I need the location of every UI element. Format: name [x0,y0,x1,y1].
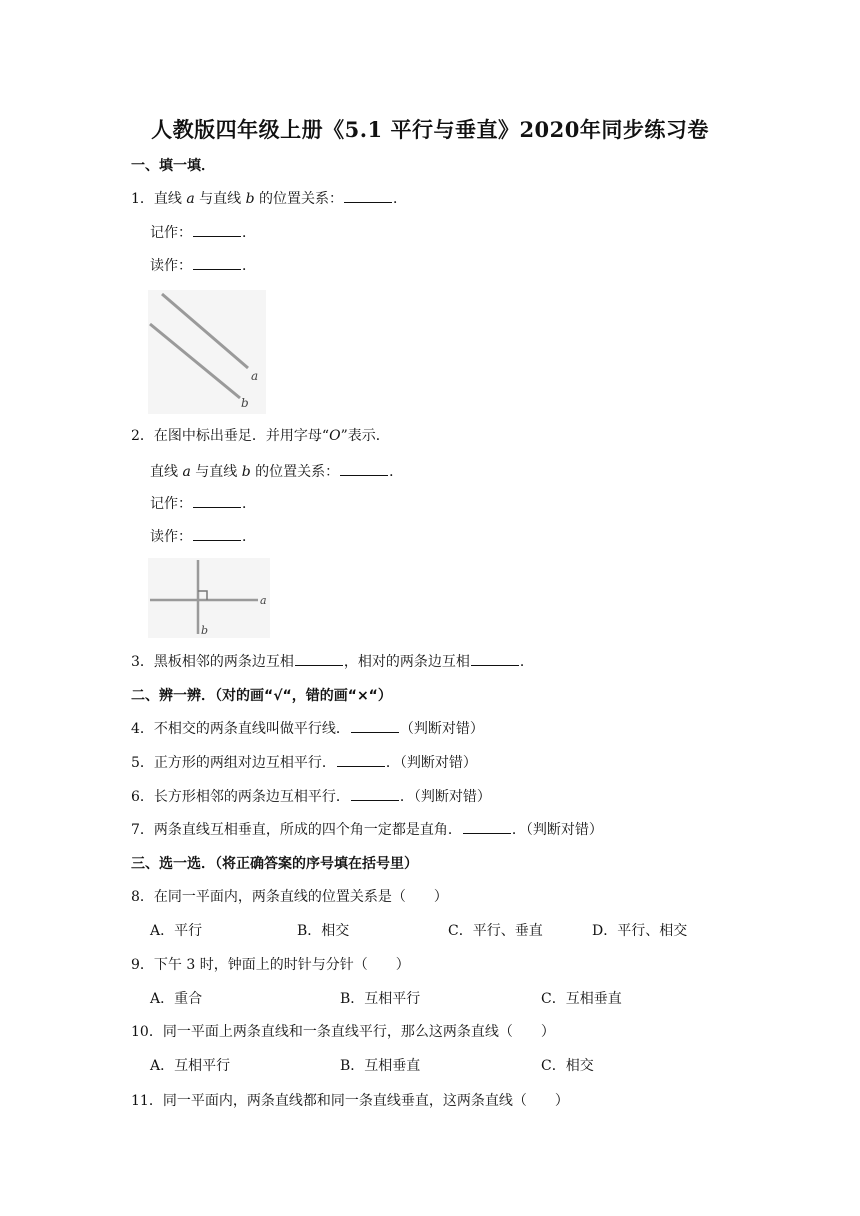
q1-text: 1．直线 [131,191,187,207]
q5-text: ．（判断对错） [385,755,477,771]
answer-blank[interactable] [471,652,519,666]
var-o: O [329,428,341,444]
question-11: 11．同一平面内，两条直线都和同一条直线垂直，这两条直线（ ） [131,1093,569,1109]
period: ． [242,529,256,545]
var-b: b [241,464,251,480]
section-heading-judge: 二、辨一辨．（对的画“√“，错的画“×“） [131,688,392,704]
q9-option-a[interactable]: A．重合 [150,991,203,1007]
answer-blank[interactable] [193,527,241,541]
answer-blank[interactable] [193,223,241,237]
period: ． [389,464,404,480]
question-10: 10．同一平面上两条直线和一条直线平行，那么这两条直线（ ） [131,1024,555,1040]
var-a: a [186,191,195,207]
q10-option-c[interactable]: C．相交 [541,1058,594,1074]
q8-option-a[interactable]: A．平行 [150,923,203,939]
q2-text: 2．在图中标出垂足．并用字母“ [131,428,330,444]
label-a: a [260,594,267,607]
q7-text: 7．两条直线互相垂直，所成的四个角一定都是直角． [131,822,462,838]
page-title: 人教版四年级上册《5.1 平行与垂直》2020年同步练习卷 [151,117,709,142]
question-4 [131,719,484,739]
q6-text: 6．长方形相邻的两条边互相平行． [131,789,350,805]
answer-blank[interactable] [351,719,399,733]
reading-label: 读作： [150,258,192,274]
answer-blank[interactable] [193,256,241,270]
figure-background [148,558,270,638]
answer-blank[interactable] [344,189,392,203]
answer-blank[interactable] [463,820,511,834]
q3-text: 3．黑板相邻的两条边互相 [131,654,294,670]
section-heading-choose: 三、选一选．（将正确答案的序号填在括号里） [131,856,418,872]
period: ． [242,496,256,512]
q9-option-c[interactable]: C．互相垂直 [541,991,622,1007]
q6-text: ．（判断对错） [399,789,491,805]
answer-blank[interactable] [295,652,343,666]
q2-notation [150,494,256,514]
question-3 [131,652,534,672]
period: ． [242,225,256,241]
q5-text: 5．正方形的两组对边互相平行． [131,755,336,771]
q2-relation [150,462,403,482]
q2-text: 直线 [150,464,183,480]
q1-text: 与直线 [194,191,246,207]
question-8: 8．在同一平面内，两条直线的位置关系是（ ） [131,889,448,905]
notation-label: 记作： [150,496,192,512]
label-a: a [251,369,259,383]
q2-reading [150,527,256,547]
section-heading-fill: 一、填一填． [131,158,215,174]
answer-blank[interactable] [340,462,388,476]
question-6 [131,787,491,807]
var-b: b [245,191,255,207]
perpendicular-lines-figure[interactable] [148,558,270,638]
period: ． [519,654,534,670]
q2-text: 的位置关系： [250,464,340,480]
label-b: b [241,396,249,410]
q1-notation [150,223,256,243]
q9-option-b[interactable]: B．互相平行 [340,991,421,1007]
q7-text: ．（判断对错） [511,822,603,838]
q2-text: ”表示． [340,428,390,444]
q1-text: ． [393,191,408,207]
parallel-lines-figure [148,290,266,414]
question-5 [131,753,477,773]
answer-blank[interactable] [337,753,385,767]
q10-option-b[interactable]: B．互相垂直 [340,1058,421,1074]
q4-text: 4．不相交的两条直线叫做平行线． [131,721,350,737]
q1-reading [150,256,256,276]
notation-label: 记作： [150,225,192,241]
q8-option-d[interactable]: D．平行、相交 [592,923,688,939]
q8-option-b[interactable]: B．相交 [297,923,350,939]
q8-option-c[interactable]: C．平行、垂直 [448,923,543,939]
question-2 [131,426,390,446]
q10-option-a[interactable]: A．互相平行 [150,1058,231,1074]
answer-blank[interactable] [193,494,241,508]
question-1 [131,189,407,209]
q3-text: ，相对的两条边互相 [343,654,470,670]
period: ． [242,258,256,274]
question-9: 9．下午 3 时，钟面上的时针与分针（ ） [131,957,410,973]
reading-label: 读作： [150,529,192,545]
answer-blank[interactable] [351,787,399,801]
label-b: b [201,624,209,637]
q2-text: 与直线 [190,464,242,480]
q1-text: 的位置关系： [254,191,344,207]
question-7 [131,820,603,840]
var-a: a [182,464,191,480]
q4-text: （判断对错） [399,721,484,737]
